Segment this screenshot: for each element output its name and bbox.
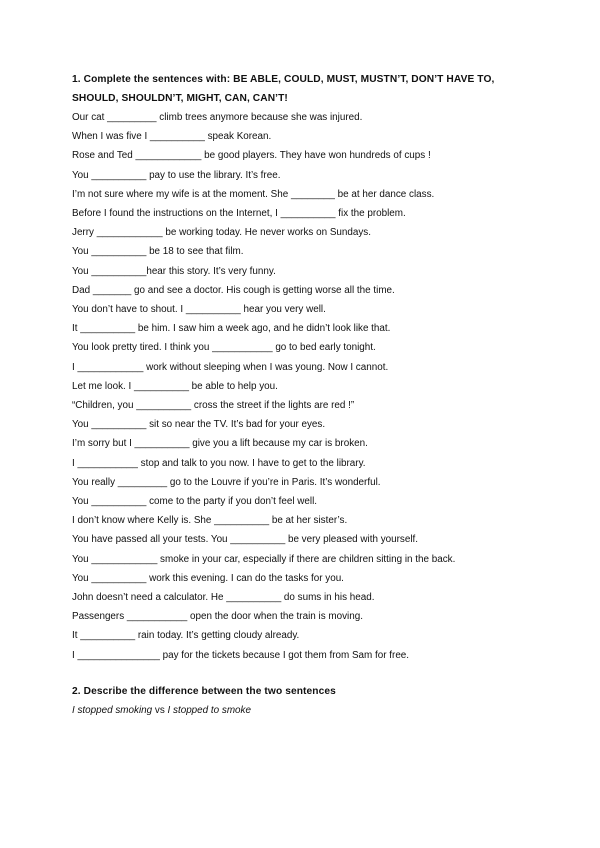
section1-heading-line2: SHOULD, SHOULDN’T, MIGHT, CAN, CAN’T!: [72, 93, 288, 104]
sentence-item: You don’t have to shout. I __________ hear you very well.: [72, 304, 326, 316]
sentence-item: You look pretty tired. I think you ___________ go to bed early tonight.: [72, 342, 376, 354]
sentence-item: You __________ come to the party if you don’t feel well.: [72, 496, 318, 508]
sentence-item: You really _________ go to the Louvre if you’re in Paris. It’s wonderful.: [72, 476, 381, 488]
sentence-item: I’m sorry but I __________ give you a lift because my car is broken.: [72, 438, 368, 450]
sentence-item: Let me look. I __________ be able to help you.: [72, 380, 278, 392]
worksheet-content: [72, 70, 542, 720]
sentence-item: John doesn’t need a calculator. He __________ do sums in his head.: [72, 592, 375, 604]
sentence-item: When I was five I __________ speak Korean.: [72, 131, 272, 143]
sentence-list: [72, 108, 542, 665]
sentence-item: I ____________ work without sleeping when I was young. Now I cannot.: [72, 361, 389, 373]
sentence-item: I _______________ pay for the tickets because I got them from Sam for free.: [72, 649, 410, 661]
sentence-item: “Children, you __________ cross the street if the lights are red !”: [72, 400, 355, 412]
sentence-item: Dad _______ go and see a doctor. His cough is getting worse all the time.: [72, 284, 395, 296]
sentence-item: You have passed all your tests. You __________ be very pleased with yourself.: [72, 534, 419, 546]
sentence-item: You __________ work this evening. I can do the tasks for you.: [72, 572, 344, 584]
sentence-item: Passengers ___________ open the door when the train is moving.: [72, 611, 363, 623]
sentence-item: I’m not sure where my wife is at the moment. She ________ be at her dance class.: [72, 188, 435, 200]
sentence-item: Before I found the instructions on the Internet, I __________ fix the problem.: [72, 208, 406, 220]
sentence-item: You ____________ smoke in your car, especially if there are children sitting in the back.: [72, 553, 456, 565]
sentence-item: I ___________ stop and talk to you now. I have to get to the library.: [72, 457, 366, 469]
section1-heading-line1: 1. Complete the sentences with: BE ABLE, COULD, MUST, MUSTN’T, DON’T HAVE TO,: [72, 74, 495, 85]
sentence-comparison: [72, 701, 542, 720]
sentence-item: You __________ be 18 to see that film.: [72, 246, 244, 258]
sentence-item: Jerry ____________ be working today. He never works on Sundays.: [72, 227, 371, 239]
sentence-item: It __________ be him. I saw him a week ago, and he didn’t look like that.: [72, 323, 391, 335]
section2-heading: 2. Describe the difference between the two sentences: [72, 685, 336, 697]
comparison-connector: vs: [154, 704, 165, 716]
sentence-item: It __________ rain today. It’s getting cloudy already.: [72, 630, 300, 642]
sentence-item: I don’t know where Kelly is. She __________ be at her sister’s.: [72, 515, 348, 527]
sentence-a: I stopped smoking: [72, 704, 153, 716]
sentence-item: You __________hear this story. It’s very funny.: [72, 265, 276, 277]
sentence-item: Our cat _________ climb trees anymore because she was injured.: [72, 112, 363, 123]
sentence-b: I stopped to smoke: [167, 704, 251, 716]
section2: [72, 682, 542, 720]
sentence-item: Rose and Ted ____________ be good players. They have won hundreds of cups !: [72, 150, 431, 162]
sentence-item: You __________ sit so near the TV. It’s bad for your eyes.: [72, 419, 326, 431]
sentence-item: You __________ pay to use the library. It’s free.: [72, 169, 281, 181]
